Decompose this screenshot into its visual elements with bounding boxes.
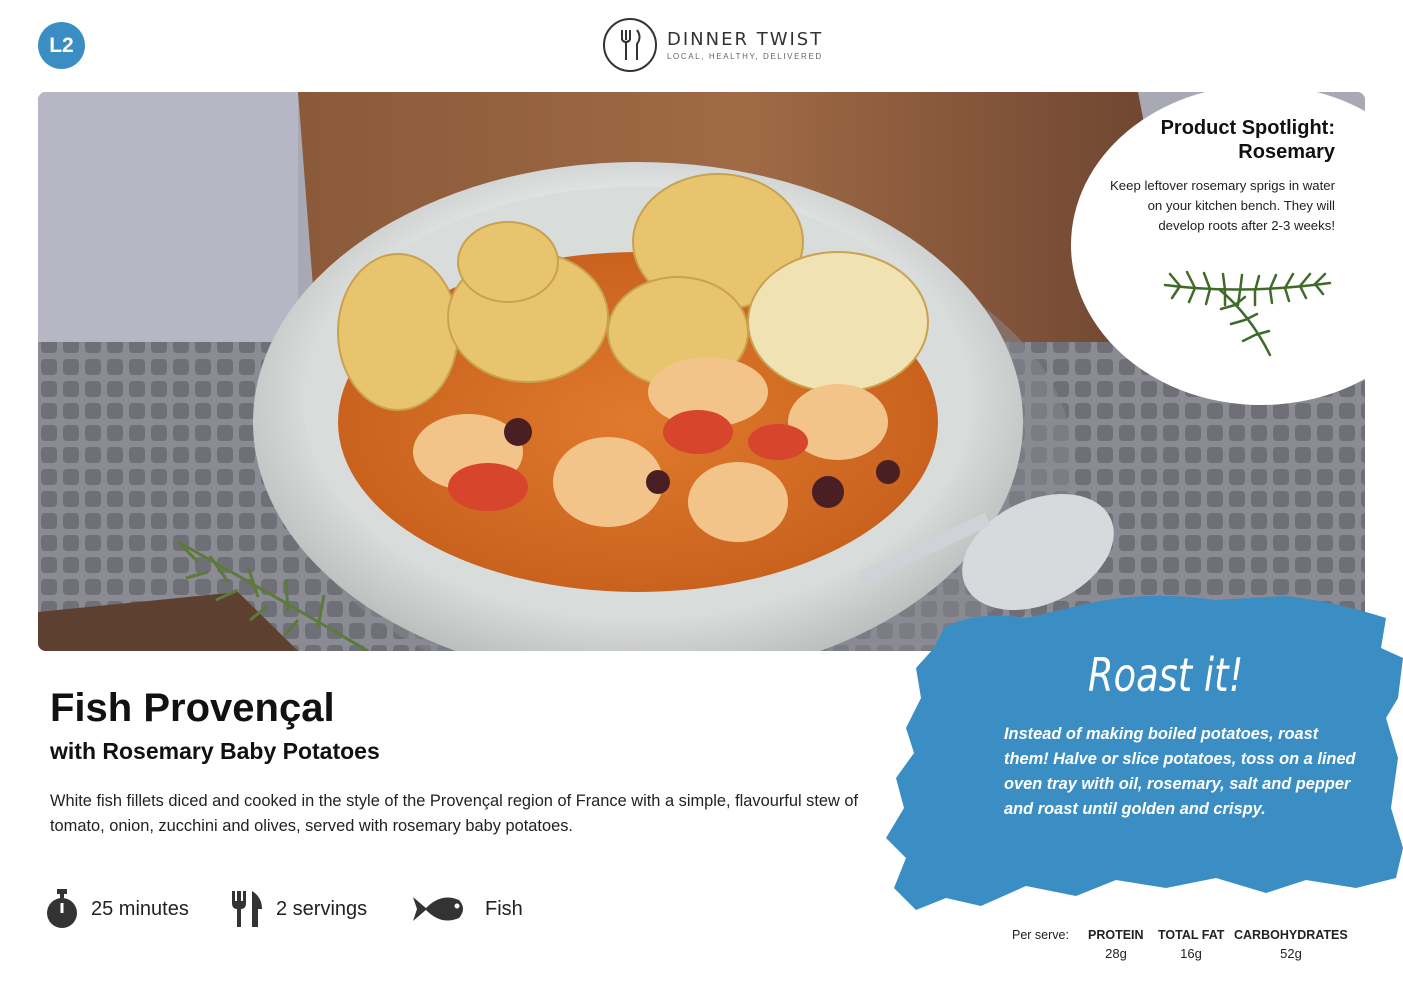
spotlight-title-line2: Rosemary	[1238, 141, 1335, 163]
nutrition-label: Per serve:	[1012, 928, 1069, 942]
time-info	[45, 884, 189, 934]
cutlery-logo-icon	[603, 18, 657, 72]
spotlight-text: Keep leftover rosemary sprigs in water on your kitchen bench. They will develop roots after 2-3 weeks!	[1109, 178, 1335, 233]
servings-text: 2 servings	[276, 897, 368, 920]
lesson-badge: L2	[38, 22, 85, 69]
brand-tagline: LOCAL, HEALTHY, DELIVERED	[667, 52, 823, 61]
protein-value: 28g	[1105, 946, 1127, 961]
rosemary-icon	[1160, 255, 1335, 365]
tip-title: Roast it!	[1088, 648, 1244, 702]
protein-type-info	[411, 884, 523, 934]
brand-name: DINNER TWIST	[667, 29, 824, 50]
carbs-label: CARBOHYDRATES	[1234, 928, 1348, 942]
stopwatch-icon	[45, 889, 79, 929]
fish-icon	[411, 892, 467, 926]
cutlery-icon	[230, 889, 264, 929]
brand-logo[interactable]	[603, 18, 823, 72]
protein-type-text: Fish	[485, 897, 523, 920]
recipe-description: White fish fillets diced and cooked in the style of the Provençal region of France with a simple, flavourful stew of tomato, onion, zucchini and olives, served with rosemary baby potatoes.	[50, 792, 859, 835]
spotlight-title	[1161, 116, 1335, 164]
fat-value: 16g	[1180, 946, 1202, 961]
time-text: 25 minutes	[91, 897, 189, 920]
tip-text: Instead of making boiled potatoes, roast them! Halve or slice potatoes, toss on a lined oven tray with oil, rosemary, salt and pepper and roast until golden and crispy.	[1004, 725, 1356, 818]
spotlight-title-line1: Product Spotlight:	[1160, 117, 1335, 139]
servings-info	[230, 884, 367, 934]
protein-label: PROTEIN	[1088, 928, 1144, 942]
carbs-value: 52g	[1280, 946, 1302, 961]
recipe-title: Fish Provençal	[50, 686, 335, 730]
fat-label: TOTAL FAT	[1158, 928, 1225, 942]
recipe-subtitle: with Rosemary Baby Potatoes	[50, 738, 380, 764]
